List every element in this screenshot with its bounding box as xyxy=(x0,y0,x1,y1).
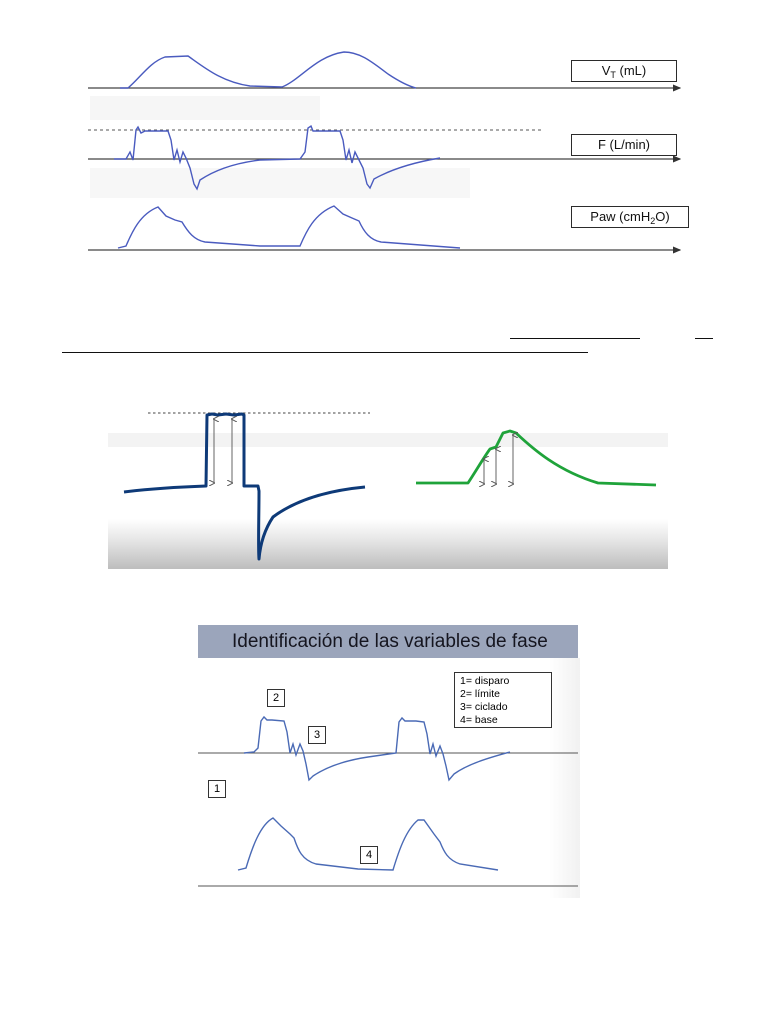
vt-label xyxy=(571,60,677,82)
phase-waveform-svg xyxy=(198,620,580,905)
phase-title: Identificación de las variables de fase xyxy=(232,631,548,652)
legend-item-limite: 2= límite xyxy=(460,688,500,700)
underline-rule xyxy=(62,352,588,353)
legend-item-disparo: 1= disparo xyxy=(460,675,510,687)
legend-item-base: 4= base xyxy=(460,714,498,726)
paw-trace xyxy=(118,206,460,248)
background-smudge xyxy=(90,168,470,198)
paw-label-subscript: 2 xyxy=(650,216,656,226)
phase-legend xyxy=(454,672,552,728)
marker-4: 4 xyxy=(360,846,378,864)
flow-pressure-illustration xyxy=(108,407,668,569)
vt-label-subscript: T xyxy=(610,70,616,80)
background-smudge xyxy=(90,96,320,120)
underline-rule xyxy=(510,338,640,339)
flow-label xyxy=(571,134,677,156)
marker-1: 1 xyxy=(208,780,226,798)
marker-2: 2 xyxy=(267,689,285,707)
underline-rule xyxy=(695,338,713,339)
legend-item-ciclado: 3= ciclado xyxy=(460,701,508,713)
flow-label-text: F (L/min) xyxy=(598,137,650,152)
vt-label-unit: (mL) xyxy=(615,63,647,78)
phase-variables-figure xyxy=(198,620,580,905)
background-smudge xyxy=(108,433,668,447)
vt-label-main: V xyxy=(601,63,611,78)
marker-3: 3 xyxy=(308,726,326,744)
paw-label-unit: O) xyxy=(655,209,670,224)
vt-trace xyxy=(120,52,416,88)
flow-pressure-svg xyxy=(108,407,668,569)
paw-label xyxy=(571,206,689,228)
paw-label-main: Paw (cmH xyxy=(590,209,651,224)
